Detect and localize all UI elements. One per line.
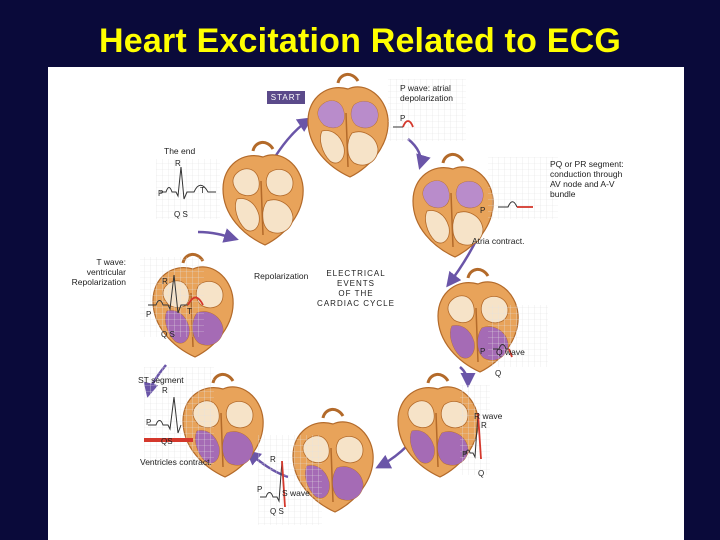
heart-the-end: [223, 142, 303, 245]
ecg-letter-q-q: Q: [495, 369, 502, 378]
label-ventricles-contract: Ventricles contract.: [140, 457, 212, 467]
ecg-letter-p-q: P: [480, 347, 486, 356]
label-r-wave: R wave: [474, 411, 503, 421]
label-s-wave: S wave: [282, 488, 310, 498]
diagram-panel: [48, 67, 684, 540]
label-st-segment: ST segment: [138, 375, 184, 385]
ecg-letter-p-end: P: [158, 189, 164, 198]
ecg-letter-r-end: R: [175, 159, 181, 168]
ecg-letter-r-t: R: [162, 277, 168, 286]
ecg-letter-r-r: R: [481, 421, 487, 430]
ecg-letter-p-pq: P: [480, 206, 486, 215]
ecg-letter-r-s: R: [270, 455, 276, 464]
ecg-letter-t-t: T: [187, 307, 192, 316]
ecg-letter-t-end: T: [200, 186, 205, 195]
ecg-grid-q: [488, 305, 548, 367]
ecg-letter-p-st: P: [146, 418, 152, 427]
label-the-end: The end: [164, 146, 196, 156]
slide-title: Heart Excitation Related to ECG: [99, 22, 621, 60]
ecg-letter-qs-s: Q S: [270, 507, 284, 516]
ecg-letter-p-s: P: [257, 485, 263, 494]
label-t-wave: T wave: ventricular Repolarization: [71, 257, 126, 287]
ecg-letter-qs-st: QS: [161, 437, 173, 446]
label-p-wave: P wave: atrial depolarization: [400, 83, 453, 103]
label-atria-contract: Atria contract.: [472, 236, 525, 246]
ecg-grid-s: [258, 435, 322, 525]
ecg-letter-qs-t: Q S: [161, 330, 175, 339]
ecg-letter-p-1: P: [400, 114, 406, 123]
center-label: ELECTRICAL EVENTS OF THE CARDIAC CYCLE: [317, 269, 395, 308]
ecg-letter-q-r: Q: [478, 469, 485, 478]
start-badge: START: [267, 91, 305, 104]
label-pq-segment: PQ or PR segment: conduction through AV node and A-V bundle: [550, 159, 624, 199]
ecg-letter-r-st: R: [162, 386, 168, 395]
heart-atrial-depolarization: [308, 74, 388, 177]
ecg-grid-end: [156, 159, 220, 219]
ecg-letter-qs-end: Q S: [174, 210, 188, 219]
label-repolarization: Repolarization: [254, 271, 309, 281]
ecg-letter-p-t: P: [146, 310, 152, 319]
label-q-wave: Q wave: [496, 347, 525, 357]
ecg-grid-pq: [488, 157, 558, 219]
ecg-letter-p-r: P: [462, 450, 468, 459]
